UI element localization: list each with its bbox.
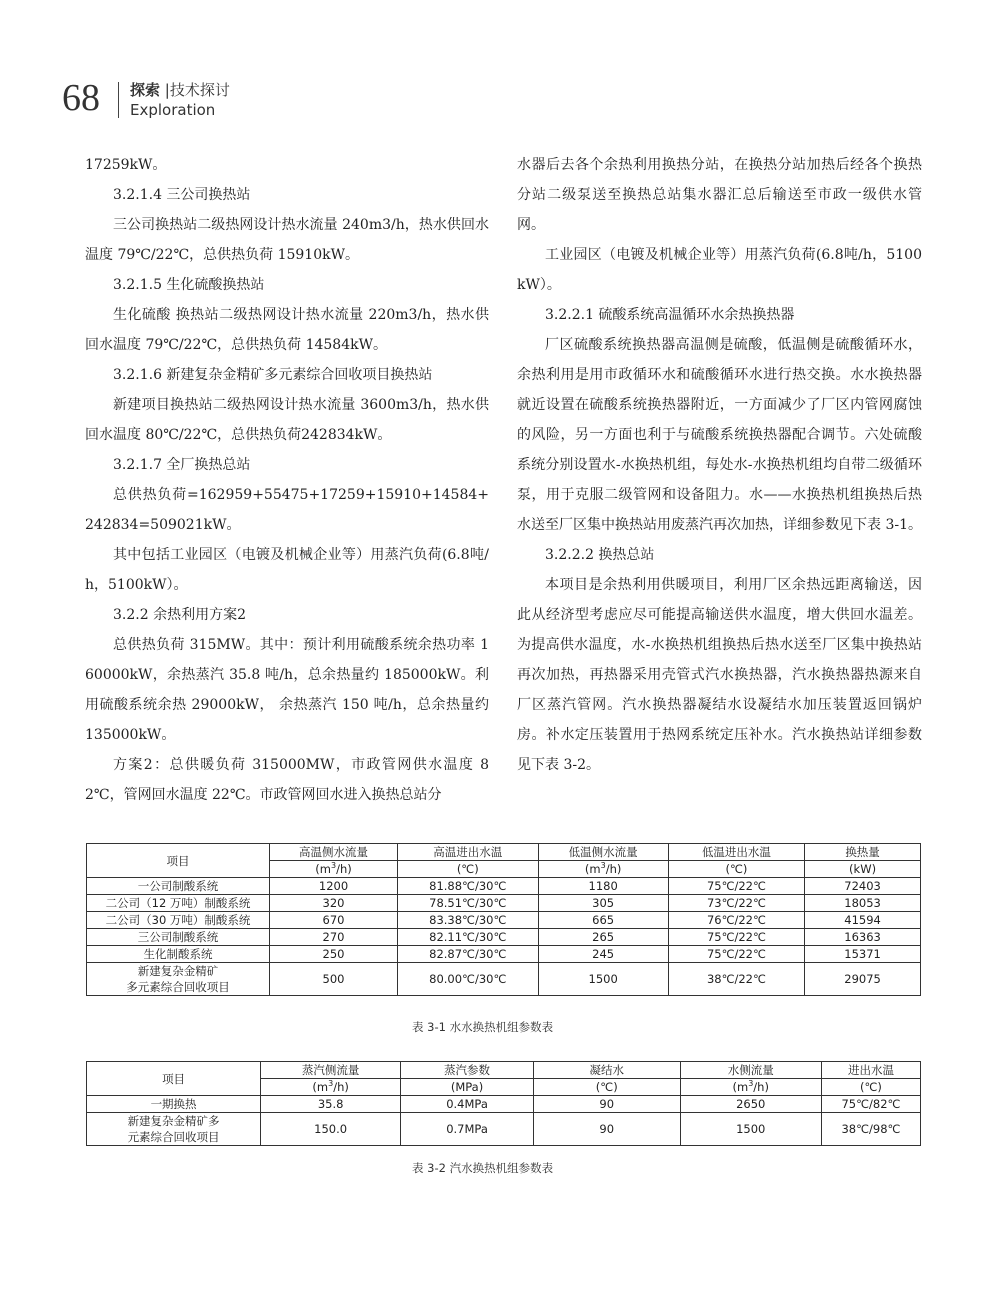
column-unit: (℃) <box>668 861 804 878</box>
column-unit: (kW) <box>805 861 921 878</box>
table-steam-water-units <box>86 1061 921 1146</box>
table-cell: 82.87℃/30℃ <box>397 946 538 963</box>
section-heading: 3.2.1.4 三公司换热站 <box>113 187 251 203</box>
table-cell: 75℃/22℃ <box>668 946 804 963</box>
table-cell: 78.51℃/30℃ <box>397 895 538 912</box>
table-cell: 72403 <box>805 878 921 895</box>
paragraph: 三公司换热站二级热网设计热水流量 240m3/h，热水供回水温度 79℃/22℃，总供热负荷 15910kW。 <box>85 217 489 263</box>
header-item: 项目 <box>87 1062 261 1096</box>
section-heading: 3.2.1.6 新建复杂金精矿多元素综合回收项目换热站 <box>113 367 433 383</box>
table-row <box>87 963 921 996</box>
table-cell: 2650 <box>680 1096 821 1113</box>
table-row <box>87 946 921 963</box>
table-row <box>87 929 921 946</box>
column-header: 高温进出水温 <box>397 844 538 861</box>
section-heading: 3.2.2 余热利用方案2 <box>113 607 246 623</box>
table-cell: 250 <box>270 946 398 963</box>
table-cell: 82.11℃/30℃ <box>397 929 538 946</box>
column-unit: $(m^3/h)$ <box>538 861 668 878</box>
row-label: 生化制酸系统 <box>87 946 270 963</box>
column-header: 进出水温 <box>821 1062 920 1079</box>
left-column <box>85 150 489 810</box>
table-cell: 81.88℃/30℃ <box>397 878 538 895</box>
row-label: 一公司制酸系统 <box>87 878 270 895</box>
table-cell: 1500 <box>538 963 668 996</box>
header-item: 项目 <box>87 844 270 878</box>
table-cell: 75℃/22℃ <box>668 878 804 895</box>
table-cell: 38℃/22℃ <box>668 963 804 996</box>
table-cell: 665 <box>538 912 668 929</box>
table-cell: 265 <box>538 929 668 946</box>
column-header: 高温侧水流量 <box>270 844 398 861</box>
column-header: 凝结水 <box>533 1062 680 1079</box>
column-unit: $(m^3/h)$ <box>261 1079 401 1096</box>
table-row <box>87 1113 921 1146</box>
table-cell: 500 <box>270 963 398 996</box>
section-title: 探索 <box>130 81 161 99</box>
column-header: 蒸汽参数 <box>401 1062 534 1079</box>
paragraph: 17259kW。 <box>85 157 167 173</box>
right-column <box>517 150 922 780</box>
table-cell: 29075 <box>805 963 921 996</box>
row-label: 新建复杂金精矿多 元素综合回收项目 <box>87 1113 261 1146</box>
page-number: 68 <box>62 77 100 119</box>
table-cell: 76℃/22℃ <box>668 912 804 929</box>
row-label: 一期换热 <box>87 1096 261 1113</box>
table-cell: 35.8 <box>261 1096 401 1113</box>
paragraph: 总供热负荷=162959+55475+17259+15910+14584+242834=509021kW。 <box>85 487 489 533</box>
table-cell: 1500 <box>680 1113 821 1146</box>
column-unit: $(m^3/h)$ <box>270 861 398 878</box>
table2-caption: 表 3-2 汽水换热机组参数表 <box>412 1161 554 1175</box>
table1-caption: 表 3-1 水水换热机组参数表 <box>412 1020 554 1034</box>
header-text <box>130 80 230 120</box>
column-header: 水侧流量 <box>680 1062 821 1079</box>
column-header: 低温侧水流量 <box>538 844 668 861</box>
table-cell: 41594 <box>805 912 921 929</box>
table-cell: 270 <box>270 929 398 946</box>
row-label: 新建复杂金精矿 多元素综合回收项目 <box>87 963 270 996</box>
table-cell: 90 <box>533 1113 680 1146</box>
column-unit: $(m^3/h)$ <box>680 1079 821 1096</box>
table-cell: 75℃/22℃ <box>668 929 804 946</box>
table-cell: 0.7MPa <box>401 1113 534 1146</box>
paragraph: 总供热负荷 315MW。其中：预计利用硫酸系统余热功率 160000kW，余热蒸汽 35.8 吨/h，总余热量约 185000kW。利用硫酸系统余热 29000kW， 余热蒸汽 150 吨/h，总余热量约 135000kW。 <box>85 637 489 743</box>
table-cell: 83.38℃/30℃ <box>397 912 538 929</box>
row-label: 三公司制酸系统 <box>87 929 270 946</box>
section-heading: 3.2.2.2 换热总站 <box>545 547 655 563</box>
section-heading: 3.2.1.7 全厂换热总站 <box>113 457 251 473</box>
row-label: 二公司（30 万吨）制酸系统 <box>87 912 270 929</box>
column-header: 蒸汽侧流量 <box>261 1062 401 1079</box>
column-header: 低温进出水温 <box>668 844 804 861</box>
table-row <box>87 1096 921 1113</box>
table-cell: 73℃/22℃ <box>668 895 804 912</box>
table-water-water-units <box>86 843 921 996</box>
column-unit: (℃) <box>533 1079 680 1096</box>
paragraph: 方案2：总供暖负荷 315000MW，市政管网供水温度 82℃，管网回水温度 22℃。市政管网回水进入换热总站分 <box>85 757 489 803</box>
paragraph: 生化硫酸 换热站二级热网设计热水流量 220m3/h，热水供回水温度 79℃/22℃，总供热负荷 14584kW。 <box>85 307 489 353</box>
subsection-title: |技术探讨 <box>164 81 230 99</box>
table-cell: 305 <box>538 895 668 912</box>
paragraph: 水器后去各个余热利用换热分站，在换热分站加热后经各个换热分站二级泵送至换热总站集水器汇总后输送至市政一级供水管网。 <box>517 157 922 233</box>
paragraph: 其中包括工业园区（电镀及机械企业等）用蒸汽负荷(6.8吨/h，5100kW）。 <box>85 547 489 593</box>
table-cell: 150.0 <box>261 1113 401 1146</box>
row-label: 二公司（12 万吨）制酸系统 <box>87 895 270 912</box>
section-heading: 3.2.2.1 硫酸系统高温循环水余热换热器 <box>545 307 795 323</box>
column-unit: (MPa) <box>401 1079 534 1096</box>
table-cell: 90 <box>533 1096 680 1113</box>
table-cell: 320 <box>270 895 398 912</box>
table-cell: 18053 <box>805 895 921 912</box>
column-unit: (℃) <box>397 861 538 878</box>
table-cell: 75℃/82℃ <box>821 1096 920 1113</box>
table-cell: 16363 <box>805 929 921 946</box>
column-unit: (℃) <box>821 1079 920 1096</box>
table-cell: 670 <box>270 912 398 929</box>
section-english: Exploration <box>130 101 216 119</box>
paragraph: 厂区硫酸系统换热器高温侧是硫酸，低温侧是硫酸循环水，余热利用是用市政循环水和硫酸循环水进行热交换。水水换热器就近设置在硫酸系统换热器附近，一方面减少了厂区内管网腐蚀的风险，另一方面也利于与硫酸系统换热器配合调节。六处硫酸系统分别设置水-水换热机组，每处水-水换热机组均自带二级循环泵，用于克服二级管网和设备阻力。水——水换热机组换热后热水送至厂区集中换热站用废蒸汽再次加热，详细参数见下表 3-1。 <box>517 337 922 533</box>
table-row <box>87 895 921 912</box>
table-cell: 38℃/98℃ <box>821 1113 920 1146</box>
header-divider <box>118 82 119 118</box>
table-cell: 1200 <box>270 878 398 895</box>
table-cell: 15371 <box>805 946 921 963</box>
table-row <box>87 878 921 895</box>
paragraph: 本项目是余热利用供暖项目，利用厂区余热远距离输送，因此从经济型考虑应尽可能提高输送供水温度，增大供回水温差。为提高供水温度，水-水换热机组换热后热水送至厂区集中换热站再次加热，再热器采用壳管式汽水换热器，汽水换热器热源来自厂区蒸汽管网。汽水换热器凝结水设凝结水加压装置返回锅炉房。补水定压装置用于热网系统定压补水。汽水换热站详细参数见下表 3-2。 <box>517 577 922 773</box>
section-heading: 3.2.1.5 生化硫酸换热站 <box>113 277 265 293</box>
table-cell: 1180 <box>538 878 668 895</box>
table-cell: 80.00℃/30℃ <box>397 963 538 996</box>
column-header: 换热量 <box>805 844 921 861</box>
table-cell: 0.4MPa <box>401 1096 534 1113</box>
paragraph: 新建项目换热站二级热网设计热水流量 3600m3/h，热水供回水温度 80℃/22℃，总供热负荷242834kW。 <box>85 397 489 443</box>
table-cell: 245 <box>538 946 668 963</box>
paragraph: 工业园区（电镀及机械企业等）用蒸汽负荷(6.8吨/h，5100kW）。 <box>517 247 922 293</box>
table-row <box>87 912 921 929</box>
